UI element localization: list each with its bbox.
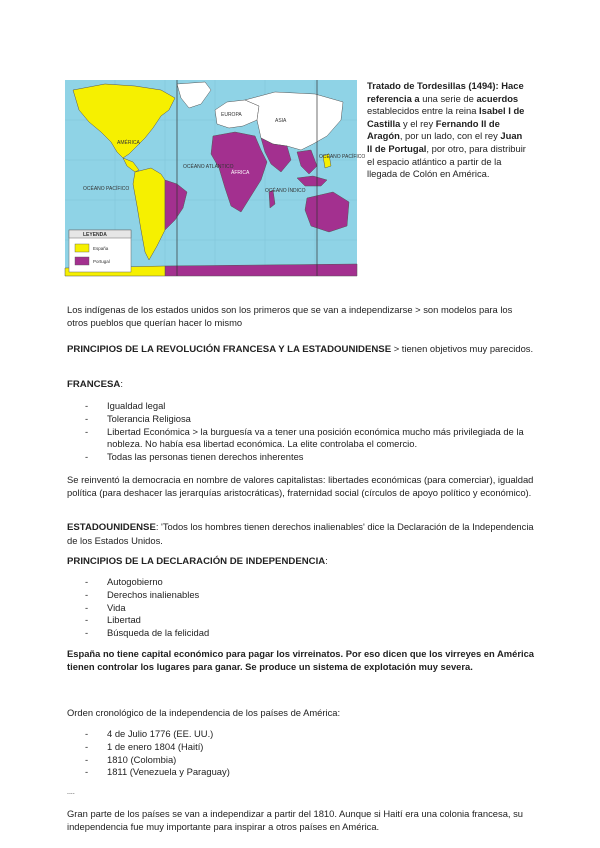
caption-text: , por otro, para distribuir el espacio atlántico a partir de la llegada de Colón en América. bbox=[367, 142, 526, 180]
paragraph-democracia: Se reinventó la democracia en nombre de valores capitalistas: libertades económicas (para comerciar), igualdad política (para deshacer las jerarquías aristocráticas), fraternidad social (círculos de apoyo político y económico). bbox=[67, 474, 534, 498]
list-item: - 1811 (Venezuela y Paraguay) bbox=[85, 766, 535, 779]
label-oceano-atlantico: OCÉANO ATLÁNTICO bbox=[183, 164, 234, 170]
legend-swatch-portugal bbox=[75, 257, 89, 265]
caption-text: una serie de bbox=[419, 92, 477, 104]
colon: : bbox=[120, 378, 123, 389]
paragraph-indigenas: Los indígenas de los estados unidos son los primeros que se van a independizarse > son modelos para los otros pueblos que querían hacer lo mismo bbox=[67, 304, 513, 328]
caption-text: establecidos entre la reina bbox=[367, 105, 480, 117]
caption-title: Tratado de Tordesillas (1494): Hace referencia a bbox=[367, 80, 524, 104]
list-francesa bbox=[67, 400, 535, 464]
tordesillas-map bbox=[65, 80, 366, 276]
list-item: - Libertad Económica > la burguesía va a tener una posición económica mucho más privilegiada de la nobleza. No había esa libertad económica. La elite controlaba el comercio. bbox=[85, 426, 535, 452]
list-item: - Tolerancia Religiosa bbox=[85, 413, 535, 426]
principios-rest: > tienen objetivos muy parecidos. bbox=[391, 343, 534, 354]
list-item: - Derechos inalienables bbox=[85, 589, 535, 602]
heading-orden-line bbox=[67, 707, 535, 720]
list-item: - 1 de enero 1804 (Haití) bbox=[85, 741, 535, 754]
estadounidense-rest: : 'Todos los hombres tienen derechos inalienables' dice la Declaración de la Independencia de los Estados Unidos. bbox=[67, 521, 534, 546]
list-orden bbox=[67, 728, 535, 779]
caption-text: y el rey bbox=[400, 117, 436, 129]
dots-separator: .... bbox=[67, 789, 75, 796]
colon: : bbox=[325, 555, 328, 566]
australia-shape bbox=[305, 192, 349, 232]
colon: : bbox=[337, 707, 341, 718]
heading-estadounidense: ESTADOUNIDENSE bbox=[67, 522, 156, 533]
caption-bold: acuerdos bbox=[476, 92, 519, 104]
list-item: - Todas las personas tienen derechos inherentes bbox=[85, 451, 535, 464]
label-europa: EUROPA bbox=[221, 112, 242, 118]
heading-orden: Orden cronológico de la independencia de los países de América bbox=[67, 707, 338, 718]
list-declaracion bbox=[67, 576, 535, 640]
paragraph-estadounidense bbox=[67, 521, 535, 548]
label-oceano-indico: OCÉANO ÍNDICO bbox=[265, 188, 306, 194]
list-item: - Vida bbox=[85, 602, 535, 615]
list-item: - Igualdad legal bbox=[85, 400, 535, 413]
map-legend bbox=[69, 230, 131, 272]
legend-title: LEYENDA bbox=[83, 232, 107, 238]
label-america: AMÉRICA bbox=[117, 140, 140, 146]
label-oceano-pacifico-left: OCÉANO PACÍFICO bbox=[83, 186, 130, 192]
label-oceano-pacifico-right: OCÉANO PACÍFICO bbox=[319, 154, 366, 160]
label-africa: ÁFRICA bbox=[231, 170, 250, 176]
list-item: - 4 de Julio 1776 (EE. UU.) bbox=[85, 728, 535, 741]
list-item: - Búsqueda de la felicidad bbox=[85, 627, 535, 640]
paragraph-principios bbox=[67, 343, 535, 357]
heading-declaracion: PRINCIPIOS DE LA DECLARACIÓN DE INDEPENDENCIA bbox=[67, 556, 326, 567]
list-item: - Autogobierno bbox=[85, 576, 535, 589]
heading-principios: PRINCIPIOS DE LA REVOLUCIÓN FRANCESA Y LA ESTADOUNIDENSE bbox=[67, 344, 392, 355]
antarctica-shape bbox=[165, 264, 357, 276]
paragraph-1810: Gran parte de los países se van a independizar a partir del 1810. Aunque si Haití era una colonia francesa, su independencia fue muy importante para inspirar a otros países en América. bbox=[67, 808, 524, 832]
caption-bold: Fernando II de Aragón bbox=[367, 117, 500, 142]
map-caption bbox=[367, 80, 530, 181]
list-item: - Libertad bbox=[85, 614, 535, 627]
caption-bold: Isabel I de Castilla bbox=[367, 105, 525, 129]
label-asia: ASIA bbox=[275, 118, 287, 124]
list-item: - 1810 (Colombia) bbox=[85, 754, 535, 767]
heading-francesa-line bbox=[67, 378, 535, 392]
heading-declaracion-line bbox=[67, 555, 535, 569]
legend-label-espana: España bbox=[93, 246, 109, 251]
caption-bold: Juan II de Portugal bbox=[367, 130, 523, 154]
legend-swatch-espana bbox=[75, 244, 89, 252]
paragraph-espana: España no tiene capital económico para pagar los virreinatos. Por eso dicen que los virreyes en América tienen controlar los lugares para ganar. Se produce un sistema de explotación muy severa. bbox=[67, 648, 535, 672]
caption-text: , por un lado, con el rey bbox=[399, 130, 501, 142]
legend-label-portugal: Portugal bbox=[93, 259, 110, 264]
heading-francesa: FRANCESA bbox=[67, 379, 121, 390]
